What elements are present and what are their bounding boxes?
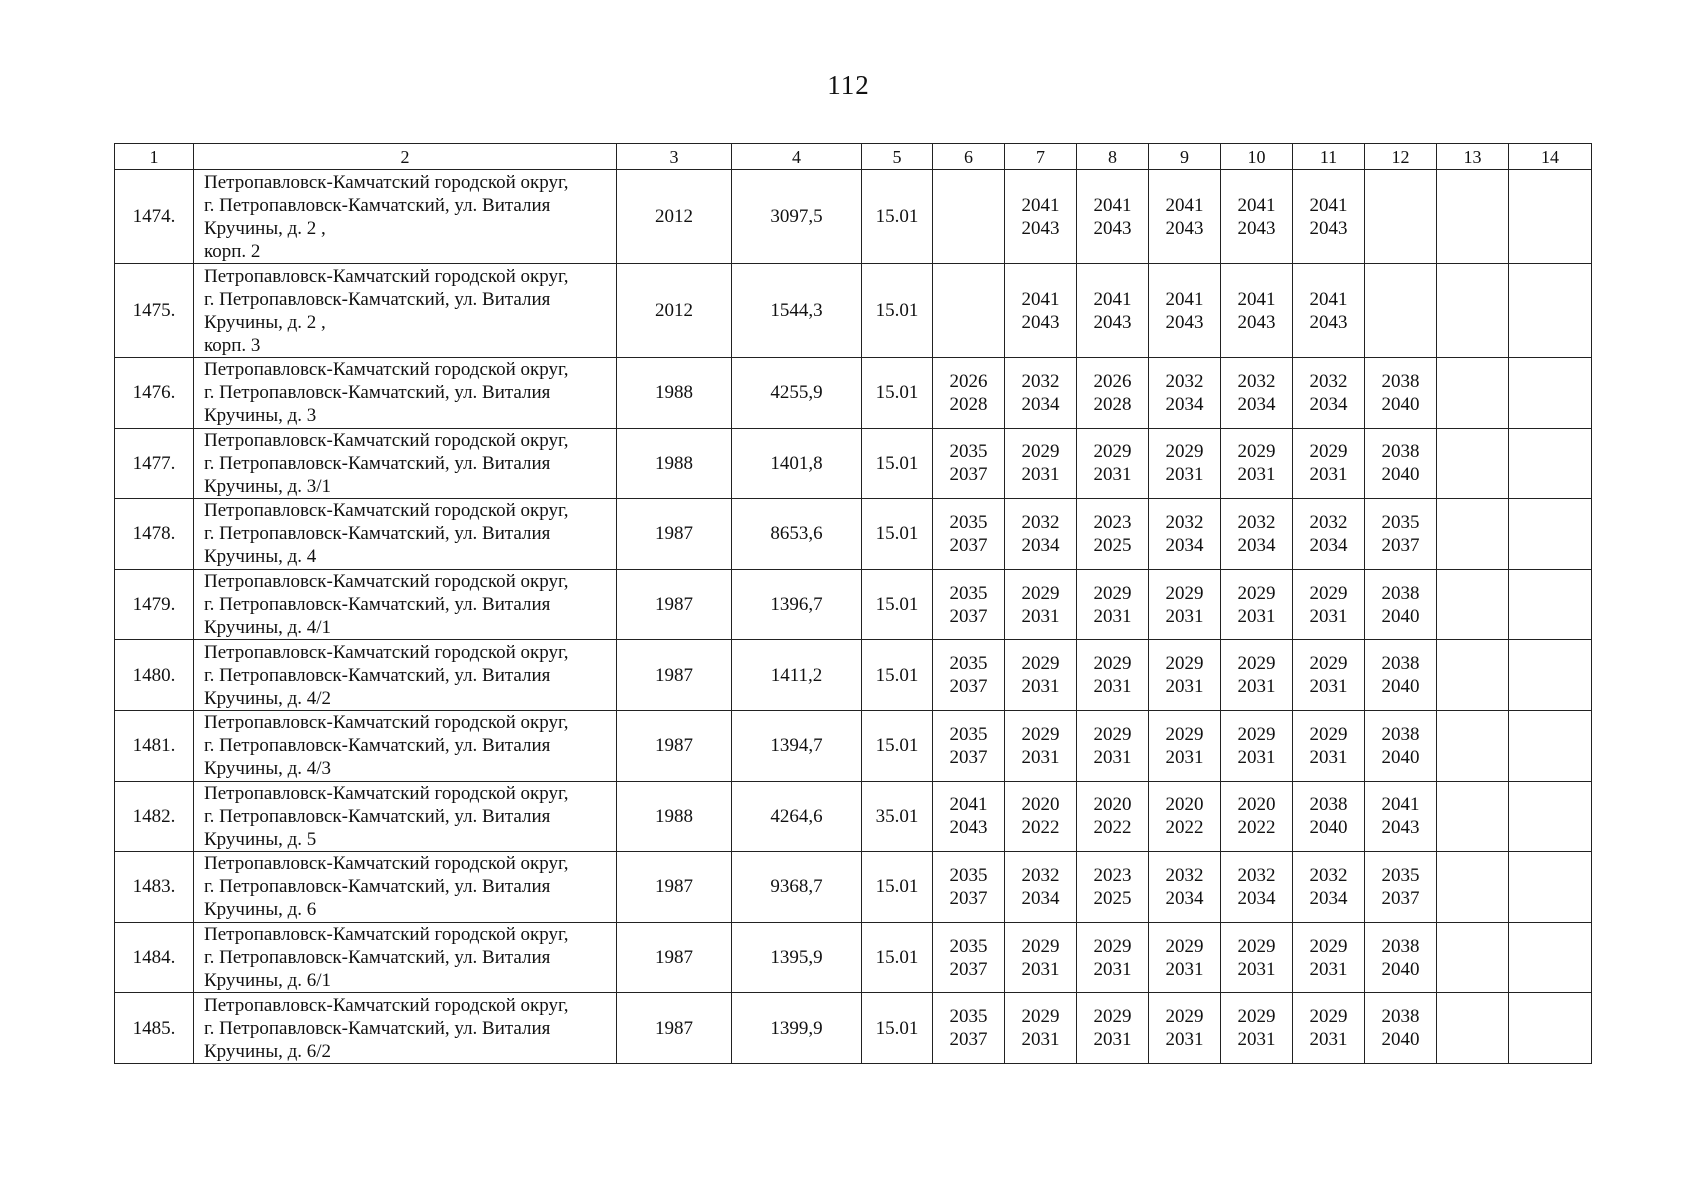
period-cell <box>1509 358 1592 429</box>
period-cell <box>1509 428 1592 499</box>
period-cell: 2041 2043 <box>1365 781 1437 852</box>
table-row <box>115 640 1592 711</box>
period-cell: 2038 2040 <box>1365 922 1437 993</box>
build-year-cell: 1988 <box>617 428 732 499</box>
period-cell: 2038 2040 <box>1365 993 1437 1064</box>
period-cell: 2041 2043 <box>1149 264 1221 358</box>
period-cell: 2035 2037 <box>933 499 1005 570</box>
period-cell: 2029 2031 <box>1005 993 1077 1064</box>
build-year-cell: 1987 <box>617 993 732 1064</box>
build-year-cell: 1988 <box>617 358 732 429</box>
column-header: 7 <box>1005 144 1077 170</box>
period-cell <box>1365 264 1437 358</box>
row-number-cell: 1484. <box>115 922 194 993</box>
period-cell: 2029 2031 <box>1221 993 1293 1064</box>
period-cell <box>1509 781 1592 852</box>
build-year-cell: 1987 <box>617 852 732 923</box>
row-number-cell: 1481. <box>115 710 194 781</box>
row-number-cell: 1475. <box>115 264 194 358</box>
column-header: 1 <box>115 144 194 170</box>
period-cell: 2035 2037 <box>1365 852 1437 923</box>
period-cell: 2032 2034 <box>1005 499 1077 570</box>
build-year-cell: 2012 <box>617 264 732 358</box>
period-cell: 2029 2031 <box>1005 428 1077 499</box>
column-header: 8 <box>1077 144 1149 170</box>
period-cell <box>1365 170 1437 264</box>
period-cell: 2026 2028 <box>933 358 1005 429</box>
period-cell: 2029 2031 <box>1221 640 1293 711</box>
period-cell <box>1437 710 1509 781</box>
table-row <box>115 264 1592 358</box>
period-cell <box>1437 852 1509 923</box>
period-cell: 2032 2034 <box>1149 852 1221 923</box>
period-cell: 2023 2025 <box>1077 852 1149 923</box>
address-cell: Петропавловск-Камчатский городской округ, г. Петропавловск-Камчатский, ул. Виталия Кручины, д. 3/1 <box>194 428 617 499</box>
period-cell <box>1509 640 1592 711</box>
table-row <box>115 569 1592 640</box>
column-header: 12 <box>1365 144 1437 170</box>
period-cell: 2032 2034 <box>1221 499 1293 570</box>
area-cell: 1396,7 <box>732 569 862 640</box>
period-cell: 2029 2031 <box>1077 993 1149 1064</box>
build-year-cell: 1987 <box>617 710 732 781</box>
period-cell: 2029 2031 <box>1005 710 1077 781</box>
period-cell: 2041 2043 <box>1293 170 1365 264</box>
area-cell: 3097,5 <box>732 170 862 264</box>
code-cell: 15.01 <box>862 993 933 1064</box>
table-row <box>115 499 1592 570</box>
period-cell <box>933 170 1005 264</box>
code-cell: 15.01 <box>862 569 933 640</box>
header-row <box>115 144 1592 170</box>
period-cell: 2029 2031 <box>1149 993 1221 1064</box>
period-cell: 2029 2031 <box>1293 710 1365 781</box>
period-cell: 2035 2037 <box>933 922 1005 993</box>
column-header: 4 <box>732 144 862 170</box>
column-header: 2 <box>194 144 617 170</box>
period-cell: 2041 2043 <box>1293 264 1365 358</box>
period-cell: 2032 2034 <box>1005 852 1077 923</box>
column-header: 14 <box>1509 144 1592 170</box>
period-cell <box>1437 640 1509 711</box>
code-cell: 15.01 <box>862 922 933 993</box>
period-cell: 2038 2040 <box>1365 640 1437 711</box>
area-cell: 4264,6 <box>732 781 862 852</box>
period-cell: 2032 2034 <box>1005 358 1077 429</box>
period-cell: 2041 2043 <box>1221 264 1293 358</box>
period-cell: 2041 2043 <box>1149 170 1221 264</box>
address-cell: Петропавловск-Камчатский городской округ, г. Петропавловск-Камчатский, ул. Виталия Кручины, д. 4/1 <box>194 569 617 640</box>
row-number-cell: 1474. <box>115 170 194 264</box>
buildings-table <box>114 143 1592 1064</box>
build-year-cell: 1988 <box>617 781 732 852</box>
code-cell: 15.01 <box>862 499 933 570</box>
code-cell: 15.01 <box>862 428 933 499</box>
period-cell: 2038 2040 <box>1365 428 1437 499</box>
build-year-cell: 1987 <box>617 922 732 993</box>
period-cell: 2035 2037 <box>933 852 1005 923</box>
period-cell: 2029 2031 <box>1221 428 1293 499</box>
period-cell: 2029 2031 <box>1293 428 1365 499</box>
period-cell: 2038 2040 <box>1365 710 1437 781</box>
column-header: 11 <box>1293 144 1365 170</box>
code-cell: 15.01 <box>862 358 933 429</box>
column-header: 5 <box>862 144 933 170</box>
area-cell: 1395,9 <box>732 922 862 993</box>
period-cell: 2032 2034 <box>1149 358 1221 429</box>
row-number-cell: 1479. <box>115 569 194 640</box>
period-cell <box>1437 170 1509 264</box>
area-cell: 9368,7 <box>732 852 862 923</box>
period-cell: 2029 2031 <box>1221 922 1293 993</box>
period-cell: 2035 2037 <box>933 993 1005 1064</box>
area-cell: 1401,8 <box>732 428 862 499</box>
address-cell: Петропавловск-Камчатский городской округ, г. Петропавловск-Камчатский, ул. Виталия Кручины, д. 2 , корп. 3 <box>194 264 617 358</box>
period-cell: 2029 2031 <box>1077 640 1149 711</box>
period-cell: 2041 2043 <box>1005 170 1077 264</box>
period-cell: 2035 2037 <box>933 428 1005 499</box>
address-cell: Петропавловск-Камчатский городской округ, г. Петропавловск-Камчатский, ул. Виталия Кручины, д. 4 <box>194 499 617 570</box>
table-row <box>115 428 1592 499</box>
period-cell: 2029 2031 <box>1077 428 1149 499</box>
area-cell: 8653,6 <box>732 499 862 570</box>
period-cell <box>1437 569 1509 640</box>
build-year-cell: 1987 <box>617 569 732 640</box>
period-cell: 2029 2031 <box>1149 640 1221 711</box>
row-number-cell: 1476. <box>115 358 194 429</box>
build-year-cell: 1987 <box>617 640 732 711</box>
period-cell <box>1437 428 1509 499</box>
table-row <box>115 922 1592 993</box>
period-cell <box>1509 499 1592 570</box>
row-number-cell: 1477. <box>115 428 194 499</box>
build-year-cell: 1987 <box>617 499 732 570</box>
period-cell: 2029 2031 <box>1293 569 1365 640</box>
period-cell: 2038 2040 <box>1365 569 1437 640</box>
period-cell: 2029 2031 <box>1077 922 1149 993</box>
period-cell: 2038 2040 <box>1365 358 1437 429</box>
table-row <box>115 710 1592 781</box>
period-cell: 2032 2034 <box>1293 852 1365 923</box>
period-cell <box>1509 922 1592 993</box>
code-cell: 15.01 <box>862 264 933 358</box>
row-number-cell: 1485. <box>115 993 194 1064</box>
period-cell <box>1437 993 1509 1064</box>
address-cell: Петропавловск-Камчатский городской округ, г. Петропавловск-Камчатский, ул. Виталия Кручины, д. 6/1 <box>194 922 617 993</box>
period-cell <box>1437 922 1509 993</box>
period-cell: 2035 2037 <box>933 640 1005 711</box>
period-cell: 2020 2022 <box>1149 781 1221 852</box>
period-cell: 2029 2031 <box>1149 922 1221 993</box>
code-cell: 15.01 <box>862 640 933 711</box>
period-cell: 2035 2037 <box>933 710 1005 781</box>
period-cell: 2020 2022 <box>1005 781 1077 852</box>
period-cell <box>1509 170 1592 264</box>
period-cell <box>1437 358 1509 429</box>
period-cell: 2023 2025 <box>1077 499 1149 570</box>
period-cell: 2029 2031 <box>1149 569 1221 640</box>
period-cell: 2041 2043 <box>1077 264 1149 358</box>
period-cell: 2032 2034 <box>1221 358 1293 429</box>
period-cell: 2041 2043 <box>933 781 1005 852</box>
period-cell: 2041 2043 <box>1077 170 1149 264</box>
row-number-cell: 1483. <box>115 852 194 923</box>
period-cell: 2020 2022 <box>1221 781 1293 852</box>
period-cell: 2029 2031 <box>1077 710 1149 781</box>
address-cell: Петропавловск-Камчатский городской округ, г. Петропавловск-Камчатский, ул. Виталия Кручины, д. 6 <box>194 852 617 923</box>
code-cell: 35.01 <box>862 781 933 852</box>
period-cell: 2032 2034 <box>1293 358 1365 429</box>
page-number: 112 <box>827 70 870 100</box>
period-cell: 2029 2031 <box>1221 710 1293 781</box>
period-cell <box>1437 264 1509 358</box>
period-cell: 2035 2037 <box>1365 499 1437 570</box>
period-cell: 2029 2031 <box>1221 569 1293 640</box>
table-row <box>115 781 1592 852</box>
address-cell: Петропавловск-Камчатский городской округ, г. Петропавловск-Камчатский, ул. Виталия Кручины, д. 3 <box>194 358 617 429</box>
period-cell <box>1509 852 1592 923</box>
column-header: 13 <box>1437 144 1509 170</box>
row-number-cell: 1480. <box>115 640 194 711</box>
period-cell: 2029 2031 <box>1005 640 1077 711</box>
period-cell: 2026 2028 <box>1077 358 1149 429</box>
period-cell: 2029 2031 <box>1293 640 1365 711</box>
period-cell: 2029 2031 <box>1005 569 1077 640</box>
column-header: 10 <box>1221 144 1293 170</box>
period-cell <box>1437 499 1509 570</box>
row-number-cell: 1482. <box>115 781 194 852</box>
period-cell <box>1437 781 1509 852</box>
period-cell: 2041 2043 <box>1221 170 1293 264</box>
period-cell <box>1509 264 1592 358</box>
period-cell: 2035 2037 <box>933 569 1005 640</box>
code-cell: 15.01 <box>862 852 933 923</box>
column-header: 9 <box>1149 144 1221 170</box>
period-cell <box>1509 710 1592 781</box>
period-cell: 2038 2040 <box>1293 781 1365 852</box>
row-number-cell: 1478. <box>115 499 194 570</box>
period-cell: 2029 2031 <box>1005 922 1077 993</box>
period-cell: 2032 2034 <box>1149 499 1221 570</box>
period-cell: 2029 2031 <box>1293 922 1365 993</box>
column-header: 3 <box>617 144 732 170</box>
area-cell: 1399,9 <box>732 993 862 1064</box>
period-cell: 2041 2043 <box>1005 264 1077 358</box>
period-cell <box>1509 993 1592 1064</box>
table-row <box>115 170 1592 264</box>
column-header: 6 <box>933 144 1005 170</box>
area-cell: 1394,7 <box>732 710 862 781</box>
period-cell: 2029 2031 <box>1077 569 1149 640</box>
table-body <box>115 170 1592 1064</box>
area-cell: 1411,2 <box>732 640 862 711</box>
table-row <box>115 358 1592 429</box>
address-cell: Петропавловск-Камчатский городской округ, г. Петропавловск-Камчатский, ул. Виталия Кручины, д. 2 , корп. 2 <box>194 170 617 264</box>
area-cell: 4255,9 <box>732 358 862 429</box>
period-cell <box>933 264 1005 358</box>
address-cell: Петропавловск-Камчатский городской округ, г. Петропавловск-Камчатский, ул. Виталия Кручины, д. 6/2 <box>194 993 617 1064</box>
area-cell: 1544,3 <box>732 264 862 358</box>
period-cell: 2032 2034 <box>1293 499 1365 570</box>
code-cell: 15.01 <box>862 170 933 264</box>
period-cell: 2032 2034 <box>1221 852 1293 923</box>
period-cell: 2029 2031 <box>1149 428 1221 499</box>
period-cell: 2020 2022 <box>1077 781 1149 852</box>
address-cell: Петропавловск-Камчатский городской округ, г. Петропавловск-Камчатский, ул. Виталия Кручины, д. 5 <box>194 781 617 852</box>
address-cell: Петропавловск-Камчатский городской округ, г. Петропавловск-Камчатский, ул. Виталия Кручины, д. 4/2 <box>194 640 617 711</box>
code-cell: 15.01 <box>862 710 933 781</box>
period-cell: 2029 2031 <box>1293 993 1365 1064</box>
build-year-cell: 2012 <box>617 170 732 264</box>
table-row <box>115 993 1592 1064</box>
table-row <box>115 852 1592 923</box>
period-cell <box>1509 569 1592 640</box>
period-cell: 2029 2031 <box>1149 710 1221 781</box>
address-cell: Петропавловск-Камчатский городской округ, г. Петропавловск-Камчатский, ул. Виталия Кручины, д. 4/3 <box>194 710 617 781</box>
